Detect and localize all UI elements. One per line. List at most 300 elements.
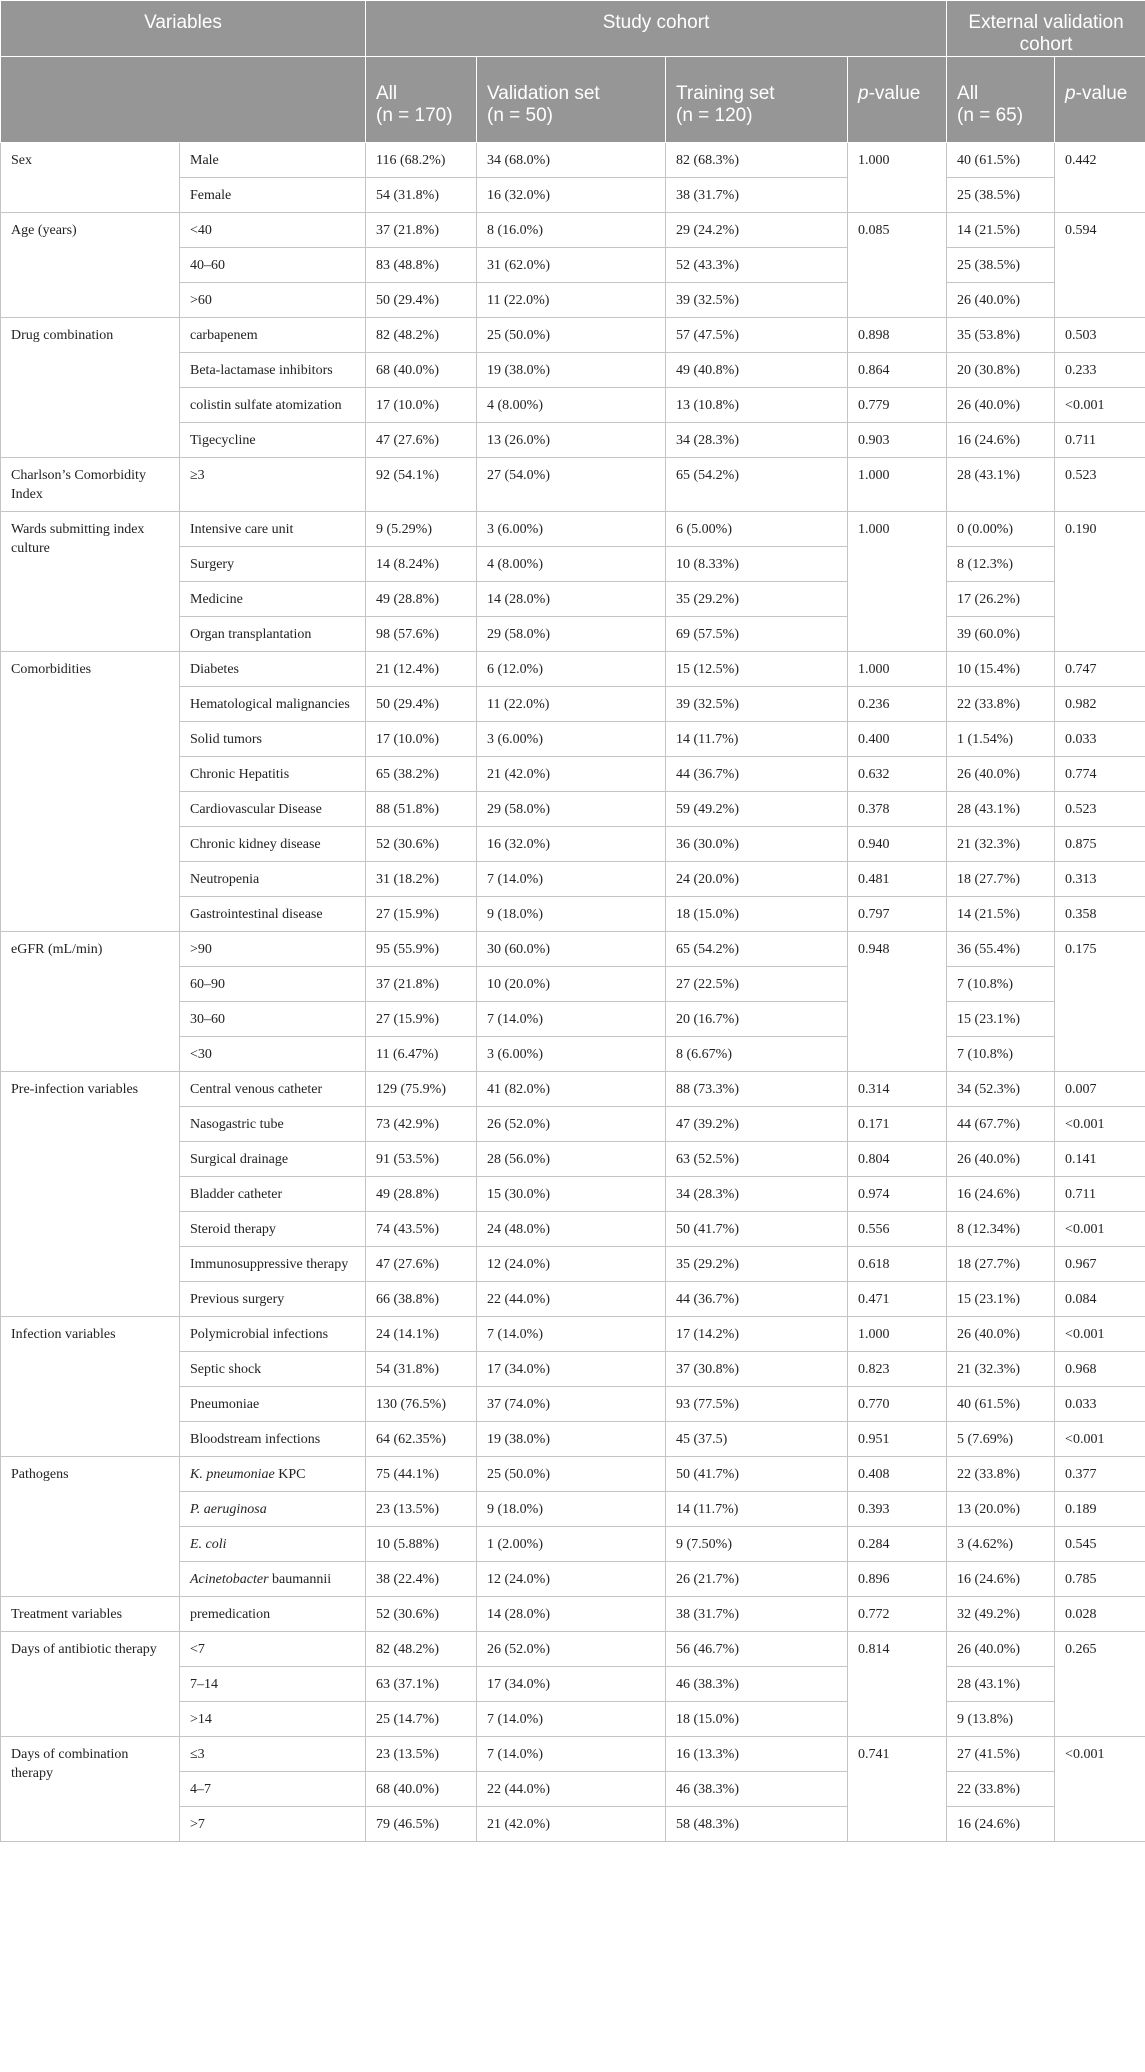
all-external-cell: 25 (38.5%) — [947, 248, 1055, 283]
p-value-study-cell: 0.896 — [848, 1562, 947, 1597]
p-value-study-cell: 0.903 — [848, 423, 947, 458]
training-set-cell: 44 (36.7%) — [666, 1282, 848, 1317]
all-study-cell: 54 (31.8%) — [366, 178, 477, 213]
training-set-cell: 39 (32.5%) — [666, 283, 848, 318]
all-study-cell: 129 (75.9%) — [366, 1072, 477, 1107]
all-study-cell: 38 (22.4%) — [366, 1562, 477, 1597]
p-value-study-cell: 0.236 — [848, 687, 947, 722]
header-study-cohort: Study cohort — [366, 1, 947, 57]
training-set-cell: 14 (11.7%) — [666, 1492, 848, 1527]
validation-set-cell: 14 (28.0%) — [477, 582, 666, 617]
validation-set-cell: 16 (32.0%) — [477, 178, 666, 213]
p-value-study-cell: 0.814 — [848, 1632, 947, 1737]
training-set-cell: 65 (54.2%) — [666, 458, 848, 512]
all-study-cell: 37 (21.8%) — [366, 967, 477, 1002]
validation-set-cell: 11 (22.0%) — [477, 687, 666, 722]
p-value-external-cell: 0.265 — [1055, 1632, 1145, 1737]
training-set-cell: 34 (28.3%) — [666, 423, 848, 458]
all-study-cell: 54 (31.8%) — [366, 1352, 477, 1387]
validation-set-cell: 24 (48.0%) — [477, 1212, 666, 1247]
all-study-cell: 10 (5.88%) — [366, 1527, 477, 1562]
header-validation-set: Validation set (n = 50) — [477, 57, 666, 143]
validation-set-cell: 16 (32.0%) — [477, 827, 666, 862]
variable-cell: Infection variables — [1, 1317, 180, 1457]
table-body — [1, 143, 1145, 1842]
subcategory-cell: Acinetobacter baumannii — [180, 1562, 366, 1597]
all-external-cell: 9 (13.8%) — [947, 1702, 1055, 1737]
training-set-cell: 50 (41.7%) — [666, 1457, 848, 1492]
validation-set-cell: 3 (6.00%) — [477, 1037, 666, 1072]
all-external-cell: 7 (10.8%) — [947, 967, 1055, 1002]
all-study-cell: 21 (12.4%) — [366, 652, 477, 687]
p-value-external-cell: 0.774 — [1055, 757, 1145, 792]
all-study-cell: 23 (13.5%) — [366, 1737, 477, 1772]
all-external-cell: 1 (1.54%) — [947, 722, 1055, 757]
all-external-cell: 34 (52.3%) — [947, 1072, 1055, 1107]
all-study-cell: 52 (30.6%) — [366, 827, 477, 862]
validation-set-cell: 30 (60.0%) — [477, 932, 666, 967]
all-study-cell: 83 (48.8%) — [366, 248, 477, 283]
p-value-external-cell: 0.358 — [1055, 897, 1145, 932]
all-external-cell: 20 (30.8%) — [947, 353, 1055, 388]
subcategory-cell: Bladder catheter — [180, 1177, 366, 1212]
table-row — [1, 213, 1145, 248]
subcategory-cell: >60 — [180, 283, 366, 318]
validation-set-cell: 7 (14.0%) — [477, 1317, 666, 1352]
subcategory-cell: K. pneumoniae KPC — [180, 1457, 366, 1492]
validation-set-cell: 9 (18.0%) — [477, 1492, 666, 1527]
all-external-cell: 16 (24.6%) — [947, 1562, 1055, 1597]
table-row — [1, 1072, 1145, 1107]
all-external-cell: 22 (33.8%) — [947, 687, 1055, 722]
training-set-cell: 45 (37.5) — [666, 1422, 848, 1457]
all-external-cell: 17 (26.2%) — [947, 582, 1055, 617]
all-external-cell: 26 (40.0%) — [947, 388, 1055, 423]
all-study-cell: 14 (8.24%) — [366, 547, 477, 582]
training-set-cell: 57 (47.5%) — [666, 318, 848, 353]
training-set-cell: 59 (49.2%) — [666, 792, 848, 827]
all-external-cell: 21 (32.3%) — [947, 1352, 1055, 1387]
validation-set-cell: 19 (38.0%) — [477, 353, 666, 388]
training-set-cell: 24 (20.0%) — [666, 862, 848, 897]
subcategory-cell: Hematological malignancies — [180, 687, 366, 722]
p-value-external-cell: <0.001 — [1055, 1107, 1145, 1142]
validation-set-cell: 7 (14.0%) — [477, 1702, 666, 1737]
header-blank — [1, 57, 366, 143]
p-value-study-cell: 0.804 — [848, 1142, 947, 1177]
validation-set-cell: 3 (6.00%) — [477, 512, 666, 547]
validation-set-cell: 8 (16.0%) — [477, 213, 666, 248]
header-external-validation-cohort: External validation cohort — [947, 1, 1145, 57]
variable-cell: Age (years) — [1, 213, 180, 318]
all-external-cell: 40 (61.5%) — [947, 143, 1055, 178]
all-external-cell: 21 (32.3%) — [947, 827, 1055, 862]
all-external-cell: 18 (27.7%) — [947, 1247, 1055, 1282]
subcategory-cell: Tigecycline — [180, 423, 366, 458]
training-set-cell: 37 (30.8%) — [666, 1352, 848, 1387]
all-study-cell: 82 (48.2%) — [366, 1632, 477, 1667]
all-external-cell: 26 (40.0%) — [947, 757, 1055, 792]
p-value-study-cell: 0.974 — [848, 1177, 947, 1212]
all-external-cell: 26 (40.0%) — [947, 1317, 1055, 1352]
all-external-cell: 40 (61.5%) — [947, 1387, 1055, 1422]
subcategory-cell: Polymicrobial infections — [180, 1317, 366, 1352]
subcategory-cell: >14 — [180, 1702, 366, 1737]
subcategory-cell: Beta-lactamase inhibitors — [180, 353, 366, 388]
validation-set-cell: 25 (50.0%) — [477, 1457, 666, 1492]
p-value-external-cell: <0.001 — [1055, 1212, 1145, 1247]
header-variables: Variables — [1, 1, 366, 57]
training-set-cell: 15 (12.5%) — [666, 652, 848, 687]
p-value-study-cell: 1.000 — [848, 458, 947, 512]
table-row — [1, 1317, 1145, 1352]
subcategory-cell: Intensive care unit — [180, 512, 366, 547]
training-set-cell: 88 (73.3%) — [666, 1072, 848, 1107]
p-value-study-cell: 0.823 — [848, 1352, 947, 1387]
all-study-cell: 17 (10.0%) — [366, 722, 477, 757]
all-study-cell: 88 (51.8%) — [366, 792, 477, 827]
p-value-study-cell: 0.556 — [848, 1212, 947, 1247]
all-study-cell: 49 (28.8%) — [366, 582, 477, 617]
all-study-cell: 130 (76.5%) — [366, 1387, 477, 1422]
p-value-external-cell: 0.141 — [1055, 1142, 1145, 1177]
all-study-cell: 98 (57.6%) — [366, 617, 477, 652]
all-external-cell: 22 (33.8%) — [947, 1772, 1055, 1807]
p-value-external-cell: 0.594 — [1055, 213, 1145, 318]
p-value-external-cell: <0.001 — [1055, 1317, 1145, 1352]
p-value-external-cell: 0.982 — [1055, 687, 1145, 722]
all-study-cell: 47 (27.6%) — [366, 423, 477, 458]
p-value-external-cell: 0.968 — [1055, 1352, 1145, 1387]
all-external-cell: 26 (40.0%) — [947, 1142, 1055, 1177]
subcategory-cell: ≤3 — [180, 1737, 366, 1772]
validation-set-cell: 26 (52.0%) — [477, 1107, 666, 1142]
variable-cell: Treatment variables — [1, 1597, 180, 1632]
table-header — [1, 1, 1145, 143]
validation-set-cell: 25 (50.0%) — [477, 318, 666, 353]
p-value-external-cell: 0.967 — [1055, 1247, 1145, 1282]
header-all-external: All (n = 65) — [947, 57, 1055, 143]
p-value-study-cell: 0.951 — [848, 1422, 947, 1457]
validation-set-cell: 19 (38.0%) — [477, 1422, 666, 1457]
p-value-study-cell: 0.770 — [848, 1387, 947, 1422]
training-set-cell: 82 (68.3%) — [666, 143, 848, 178]
all-study-cell: 50 (29.4%) — [366, 283, 477, 318]
subcategory-cell: >7 — [180, 1807, 366, 1842]
p-value-study-cell: 0.940 — [848, 827, 947, 862]
training-set-cell: 93 (77.5%) — [666, 1387, 848, 1422]
p-value-external-cell: 0.523 — [1055, 458, 1145, 512]
all-external-cell: 16 (24.6%) — [947, 1807, 1055, 1842]
training-set-cell: 56 (46.7%) — [666, 1632, 848, 1667]
all-study-cell: 49 (28.8%) — [366, 1177, 477, 1212]
training-set-cell: 29 (24.2%) — [666, 213, 848, 248]
training-set-cell: 16 (13.3%) — [666, 1737, 848, 1772]
p-value-external-cell: <0.001 — [1055, 1422, 1145, 1457]
training-set-cell: 13 (10.8%) — [666, 388, 848, 423]
training-set-cell: 6 (5.00%) — [666, 512, 848, 547]
validation-set-cell: 27 (54.0%) — [477, 458, 666, 512]
p-value-external-cell: 0.233 — [1055, 353, 1145, 388]
p-value-study-cell: 0.171 — [848, 1107, 947, 1142]
subcategory-cell: Septic shock — [180, 1352, 366, 1387]
validation-set-cell: 37 (74.0%) — [477, 1387, 666, 1422]
table-row — [1, 1597, 1145, 1632]
subcategory-cell: Nasogastric tube — [180, 1107, 366, 1142]
table-row — [1, 512, 1145, 547]
all-external-cell: 26 (40.0%) — [947, 1632, 1055, 1667]
all-study-cell: 68 (40.0%) — [366, 1772, 477, 1807]
table-row — [1, 652, 1145, 687]
all-external-cell: 15 (23.1%) — [947, 1002, 1055, 1037]
validation-set-cell: 29 (58.0%) — [477, 792, 666, 827]
p-value-study-cell: 0.314 — [848, 1072, 947, 1107]
variable-cell: Pre-infection variables — [1, 1072, 180, 1317]
validation-set-cell: 15 (30.0%) — [477, 1177, 666, 1212]
training-set-cell: 63 (52.5%) — [666, 1142, 848, 1177]
p-value-external-cell: 0.189 — [1055, 1492, 1145, 1527]
all-study-cell: 82 (48.2%) — [366, 318, 477, 353]
header-training-set: Training set (n = 120) — [666, 57, 848, 143]
all-external-cell: 3 (4.62%) — [947, 1527, 1055, 1562]
p-value-study-cell: 0.393 — [848, 1492, 947, 1527]
validation-set-cell: 7 (14.0%) — [477, 1737, 666, 1772]
validation-set-cell: 17 (34.0%) — [477, 1667, 666, 1702]
subcategory-cell: 4–7 — [180, 1772, 366, 1807]
all-external-cell: 5 (7.69%) — [947, 1422, 1055, 1457]
subcategory-cell: Cardiovascular Disease — [180, 792, 366, 827]
subcategory-cell: Pneumoniae — [180, 1387, 366, 1422]
subcategory-cell: ≥3 — [180, 458, 366, 512]
validation-set-cell: 9 (18.0%) — [477, 897, 666, 932]
subcategory-cell: Previous surgery — [180, 1282, 366, 1317]
subcategory-cell: <7 — [180, 1632, 366, 1667]
all-external-cell: 27 (41.5%) — [947, 1737, 1055, 1772]
training-set-cell: 20 (16.7%) — [666, 1002, 848, 1037]
all-external-cell: 0 (0.00%) — [947, 512, 1055, 547]
all-external-cell: 15 (23.1%) — [947, 1282, 1055, 1317]
all-study-cell: 74 (43.5%) — [366, 1212, 477, 1247]
p-value-study-cell: 1.000 — [848, 1317, 947, 1352]
subcategory-cell: <40 — [180, 213, 366, 248]
validation-set-cell: 7 (14.0%) — [477, 1002, 666, 1037]
validation-set-cell: 21 (42.0%) — [477, 757, 666, 792]
p-value-external-cell: 0.523 — [1055, 792, 1145, 827]
all-external-cell: 16 (24.6%) — [947, 423, 1055, 458]
subcategory-cell: Organ transplantation — [180, 617, 366, 652]
validation-set-cell: 3 (6.00%) — [477, 722, 666, 757]
p-value-external-cell: 0.313 — [1055, 862, 1145, 897]
validation-set-cell: 28 (56.0%) — [477, 1142, 666, 1177]
all-external-cell: 14 (21.5%) — [947, 213, 1055, 248]
p-value-external-cell: 0.711 — [1055, 423, 1145, 458]
p-value-external-cell: 0.084 — [1055, 1282, 1145, 1317]
all-study-cell: 50 (29.4%) — [366, 687, 477, 722]
variable-cell: Wards submitting index culture — [1, 512, 180, 652]
all-external-cell: 7 (10.8%) — [947, 1037, 1055, 1072]
all-study-cell: 27 (15.9%) — [366, 897, 477, 932]
validation-set-cell: 10 (20.0%) — [477, 967, 666, 1002]
p-value-study-cell: 0.481 — [848, 862, 947, 897]
p-value-study-cell: 0.400 — [848, 722, 947, 757]
variable-cell: Pathogens — [1, 1457, 180, 1597]
table-row — [1, 1737, 1145, 1772]
training-set-cell: 35 (29.2%) — [666, 1247, 848, 1282]
training-set-cell: 38 (31.7%) — [666, 1597, 848, 1632]
subcategory-cell: Medicine — [180, 582, 366, 617]
p-value-external-cell: 0.033 — [1055, 1387, 1145, 1422]
validation-set-cell: 1 (2.00%) — [477, 1527, 666, 1562]
table-row — [1, 1457, 1145, 1492]
all-study-cell: 73 (42.9%) — [366, 1107, 477, 1142]
all-study-cell: 23 (13.5%) — [366, 1492, 477, 1527]
all-study-cell: 91 (53.5%) — [366, 1142, 477, 1177]
p-value-study-cell: 0.779 — [848, 388, 947, 423]
p-value-external-cell: 0.545 — [1055, 1527, 1145, 1562]
all-external-cell: 13 (20.0%) — [947, 1492, 1055, 1527]
subcategory-cell: Diabetes — [180, 652, 366, 687]
validation-set-cell: 11 (22.0%) — [477, 283, 666, 318]
training-set-cell: 34 (28.3%) — [666, 1177, 848, 1212]
training-set-cell: 39 (32.5%) — [666, 687, 848, 722]
all-study-cell: 9 (5.29%) — [366, 512, 477, 547]
header-all-study: All (n = 170) — [366, 57, 477, 143]
p-value-study-cell: 0.618 — [848, 1247, 947, 1282]
subcategory-cell: Chronic Hepatitis — [180, 757, 366, 792]
training-set-cell: 46 (38.3%) — [666, 1772, 848, 1807]
p-value-external-cell: 0.785 — [1055, 1562, 1145, 1597]
p-value-external-cell: 0.503 — [1055, 318, 1145, 353]
all-external-cell: 28 (43.1%) — [947, 1667, 1055, 1702]
validation-set-cell: 6 (12.0%) — [477, 652, 666, 687]
all-external-cell: 22 (33.8%) — [947, 1457, 1055, 1492]
all-external-cell: 44 (67.7%) — [947, 1107, 1055, 1142]
validation-set-cell: 26 (52.0%) — [477, 1632, 666, 1667]
all-external-cell: 26 (40.0%) — [947, 283, 1055, 318]
all-external-cell: 16 (24.6%) — [947, 1177, 1055, 1212]
validation-set-cell: 41 (82.0%) — [477, 1072, 666, 1107]
training-set-cell: 8 (6.67%) — [666, 1037, 848, 1072]
all-external-cell: 18 (27.7%) — [947, 862, 1055, 897]
subcategory-cell: P. aeruginosa — [180, 1492, 366, 1527]
validation-set-cell: 31 (62.0%) — [477, 248, 666, 283]
all-external-cell: 25 (38.5%) — [947, 178, 1055, 213]
training-set-cell: 18 (15.0%) — [666, 897, 848, 932]
subcategory-cell: Immunosuppressive therapy — [180, 1247, 366, 1282]
validation-set-cell: 17 (34.0%) — [477, 1352, 666, 1387]
all-study-cell: 116 (68.2%) — [366, 143, 477, 178]
validation-set-cell: 7 (14.0%) — [477, 862, 666, 897]
training-set-cell: 49 (40.8%) — [666, 353, 848, 388]
all-study-cell: 24 (14.1%) — [366, 1317, 477, 1352]
table-row — [1, 143, 1145, 178]
subcategory-cell: 40–60 — [180, 248, 366, 283]
table-row — [1, 318, 1145, 353]
validation-set-cell: 4 (8.00%) — [477, 388, 666, 423]
training-set-cell: 69 (57.5%) — [666, 617, 848, 652]
subcategory-cell: E. coli — [180, 1527, 366, 1562]
training-set-cell: 46 (38.3%) — [666, 1667, 848, 1702]
subcategory-cell: Solid tumors — [180, 722, 366, 757]
variable-cell: Days of combination therapy — [1, 1737, 180, 1842]
validation-set-cell: 4 (8.00%) — [477, 547, 666, 582]
validation-set-cell: 12 (24.0%) — [477, 1562, 666, 1597]
p-value-study-cell: 1.000 — [848, 512, 947, 652]
subcategory-cell: Male — [180, 143, 366, 178]
all-external-cell: 28 (43.1%) — [947, 458, 1055, 512]
subcategory-cell: Gastrointestinal disease — [180, 897, 366, 932]
p-value-study-cell: 0.741 — [848, 1737, 947, 1842]
all-study-cell: 25 (14.7%) — [366, 1702, 477, 1737]
variable-cell: Drug combination — [1, 318, 180, 458]
validation-set-cell: 22 (44.0%) — [477, 1282, 666, 1317]
subcategory-cell: Central venous catheter — [180, 1072, 366, 1107]
subcategory-cell: Bloodstream infections — [180, 1422, 366, 1457]
subcategory-cell: premedication — [180, 1597, 366, 1632]
p-value-external-cell: 0.175 — [1055, 932, 1145, 1072]
all-external-cell: 32 (49.2%) — [947, 1597, 1055, 1632]
p-value-study-cell: 0.632 — [848, 757, 947, 792]
all-study-cell: 37 (21.8%) — [366, 213, 477, 248]
p-value-study-cell: 0.085 — [848, 213, 947, 318]
training-set-cell: 52 (43.3%) — [666, 248, 848, 283]
p-value-study-cell: 0.864 — [848, 353, 947, 388]
p-value-study-cell: 0.284 — [848, 1527, 947, 1562]
p-value-study-cell: 0.948 — [848, 932, 947, 1072]
subcategory-cell: 7–14 — [180, 1667, 366, 1702]
validation-set-cell: 22 (44.0%) — [477, 1772, 666, 1807]
p-value-external-cell: <0.001 — [1055, 1737, 1145, 1842]
subcategory-cell: Surgery — [180, 547, 366, 582]
training-set-cell: 38 (31.7%) — [666, 178, 848, 213]
training-set-cell: 44 (36.7%) — [666, 757, 848, 792]
subcategory-cell: carbapenem — [180, 318, 366, 353]
subcategory-cell: Neutropenia — [180, 862, 366, 897]
p-value-external-cell: 0.711 — [1055, 1177, 1145, 1212]
validation-set-cell: 21 (42.0%) — [477, 1807, 666, 1842]
all-study-cell: 64 (62.35%) — [366, 1422, 477, 1457]
variable-cell: Comorbidities — [1, 652, 180, 932]
p-value-external-cell: <0.001 — [1055, 388, 1145, 423]
variable-cell: eGFR (mL/min) — [1, 932, 180, 1072]
training-set-cell: 27 (22.5%) — [666, 967, 848, 1002]
p-value-external-cell: 0.007 — [1055, 1072, 1145, 1107]
subcategory-cell: Steroid therapy — [180, 1212, 366, 1247]
all-study-cell: 63 (37.1%) — [366, 1667, 477, 1702]
training-set-cell: 10 (8.33%) — [666, 547, 848, 582]
p-value-study-cell: 1.000 — [848, 652, 947, 687]
training-set-cell: 65 (54.2%) — [666, 932, 848, 967]
header-p-value-study: p-value — [848, 57, 947, 143]
validation-set-cell: 12 (24.0%) — [477, 1247, 666, 1282]
all-study-cell: 79 (46.5%) — [366, 1807, 477, 1842]
training-set-cell: 35 (29.2%) — [666, 582, 848, 617]
all-external-cell: 8 (12.3%) — [947, 547, 1055, 582]
all-external-cell: 35 (53.8%) — [947, 318, 1055, 353]
all-study-cell: 52 (30.6%) — [366, 1597, 477, 1632]
training-set-cell: 36 (30.0%) — [666, 827, 848, 862]
p-value-study-cell: 0.797 — [848, 897, 947, 932]
p-value-external-cell: 0.190 — [1055, 512, 1145, 652]
all-study-cell: 75 (44.1%) — [366, 1457, 477, 1492]
subcategory-cell: <30 — [180, 1037, 366, 1072]
all-study-cell: 65 (38.2%) — [366, 757, 477, 792]
training-set-cell: 9 (7.50%) — [666, 1527, 848, 1562]
all-study-cell: 11 (6.47%) — [366, 1037, 477, 1072]
p-value-external-cell: 0.747 — [1055, 652, 1145, 687]
training-set-cell: 17 (14.2%) — [666, 1317, 848, 1352]
all-external-cell: 10 (15.4%) — [947, 652, 1055, 687]
